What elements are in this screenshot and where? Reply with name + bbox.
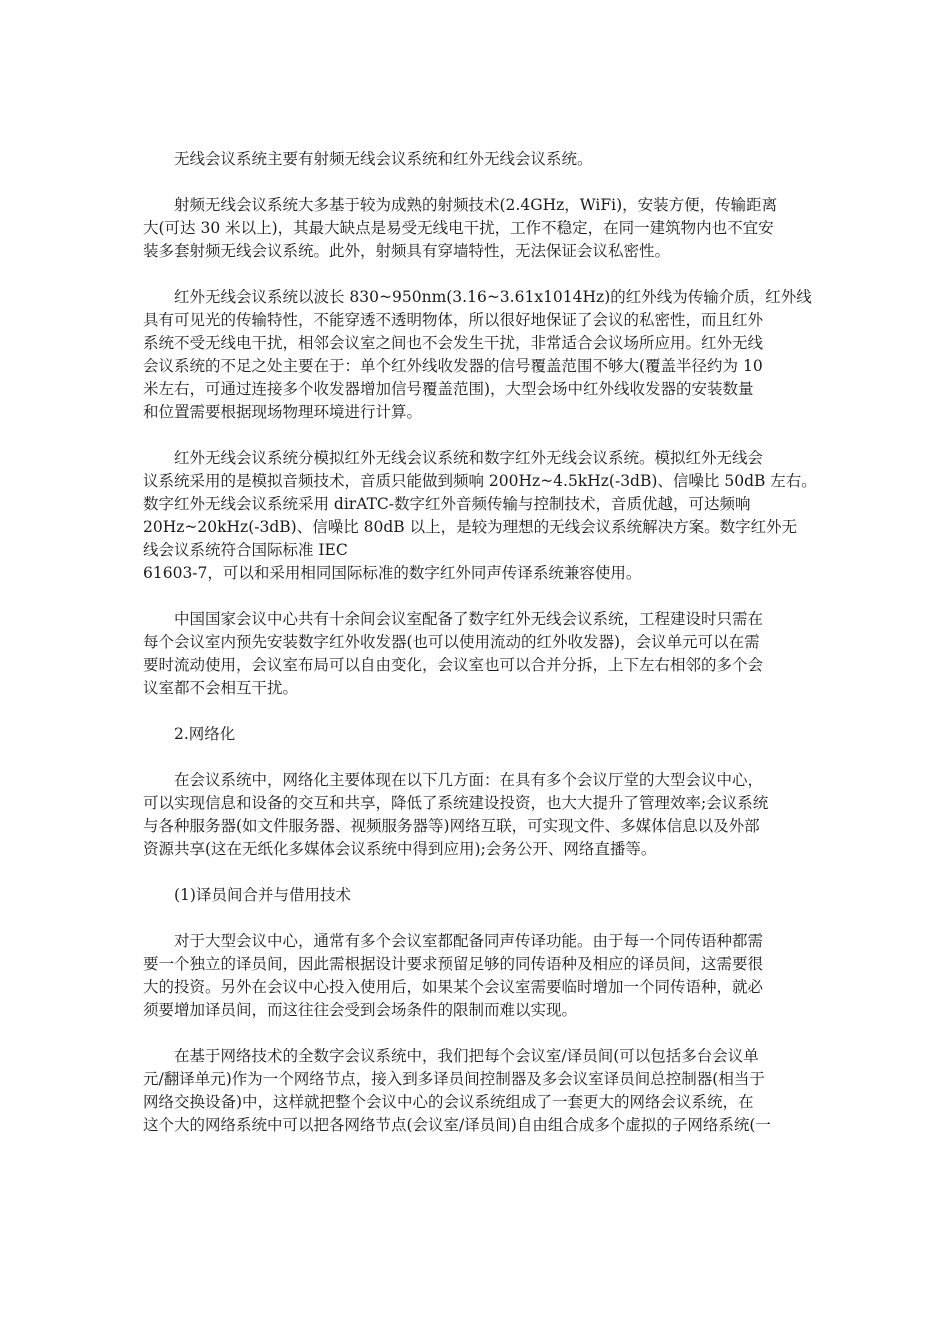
text-line: 红外无线会议系统以波长 830~950nm(3.16~3.61x1014Hz)的红外线为传输介质，红外线 <box>174 288 812 306</box>
text-line: 议系统采用的是模拟音频技术，音质只能做到频响 200Hz~4.5kHz(-3dB)、信噪比 50dB 左右。 <box>143 472 817 490</box>
text-line: 红外无线会议系统分模拟红外无线会议系统和数字红外无线会议系统。模拟红外无线会 <box>174 449 764 467</box>
heading-text: 2.网络化 <box>174 725 236 743</box>
paragraph-intro <box>143 148 823 171</box>
text-line: 这个大的网络系统中可以把各网络节点(会议室/译员间)自由组合成多个虚拟的子网络系统(一 <box>143 1116 771 1134</box>
paragraph-interpreter-booth <box>143 930 823 1022</box>
text-line: 会议系统的不足之处主要在于：单个红外线收发器的信号覆盖范围不够大(覆盖半径约为 10 <box>143 357 763 375</box>
text-line: 要一个独立的译员间，因此需根据设计要求预留足够的同传语种及相应的译员间，这需要很 <box>143 955 764 973</box>
text-line: 须要增加译员间，而这往往会受到会场条件的限制而难以实现。 <box>143 1001 578 1019</box>
paragraph-analog-digital-infrared <box>143 447 823 585</box>
text-line: 20Hz~20kHz(-3dB)、信噪比 80dB 以上，是较为理想的无线会议系统解决方案。数字红外无 <box>143 518 798 536</box>
text-line: 米左右，可通过连接多个收发器增加信号覆盖范围)，大型会场中红外线收发器的安装数量 <box>143 380 754 398</box>
text-line: 元/翻译单元)作为一个网络节点，接入到多译员间控制器及多会议室译员间总控制器(相当于 <box>143 1070 765 1088</box>
text-line: 大(可达 30 米以上)，其最大缺点是易受无线电干扰，工作不稳定，在同一建筑物内也不宜安 <box>143 219 774 237</box>
text-line: 对于大型会议中心，通常有多个会议室都配备同声传译功能。由于每一个同传语种都需 <box>174 932 764 950</box>
text-line: 中国国家会议中心共有十余间会议室配备了数字红外无线会议系统，工程建设时只需在 <box>174 610 764 628</box>
text-line: 议室都不会相互干扰。 <box>143 679 299 697</box>
subheading-interpreter-booth <box>143 884 823 907</box>
text-line: 网络交换设备)中，这样就把整个会议中心的会议系统组成了一套更大的网络会议系统，在 <box>143 1093 754 1111</box>
text-line: 数字红外无线会议系统采用 dirATC-数字红外音频传输与控制技术，音质优越，可达频响 <box>143 495 751 513</box>
text-line: 大的投资。另外在会议中心投入使用后，如果某个会议室需要临时增加一个同传语种，就必 <box>143 978 764 996</box>
text-line: 每个会议室内预先安装数字红外收发器(也可以使用流动的红外收发器)，会议单元可以在需 <box>143 633 760 651</box>
heading-text: (1)译员间合并与借用技术 <box>174 886 351 904</box>
text-line: 在会议系统中，网络化主要体现在以下几方面：在具有多个会议厅堂的大型会议中心， <box>174 771 764 789</box>
text-line: 线会议系统符合国际标准 IEC <box>143 541 348 559</box>
text-line: 资源共享(这在无纸化多媒体会议系统中得到应用);会务公开、网络直播等。 <box>143 840 657 858</box>
text-line: 系统不受无线电干扰，相邻会议室之间也不会发生干扰，非常适合会议场所应用。红外无线 <box>143 334 764 352</box>
text-line: 射频无线会议系统大多基于较为成熟的射频技术(2.4GHz，WiFi)，安装方便，传输距离 <box>174 196 778 214</box>
paragraph-rf-wireless <box>143 194 823 263</box>
paragraph-national-convention-center <box>143 608 823 700</box>
paragraph-digital-network <box>143 1045 823 1137</box>
text-line: 61603-7，可以和采用相同国际标准的数字红外同声传译系统兼容使用。 <box>143 564 642 582</box>
text-line: 要时流动使用，会议室布局可以自由变化，会议室也可以合并分拆，上下左右相邻的多个会 <box>143 656 764 674</box>
paragraph-networking <box>143 769 823 861</box>
text-line: 具有可见光的传输特性，不能穿透不透明物体，所以很好地保证了会议的私密性，而且红外 <box>143 311 764 329</box>
text-line: 可以实现信息和设备的交互和共享，降低了系统建设投资，也大大提升了管理效率;会议系统 <box>143 794 769 812</box>
text-line: 和位置需要根据现场物理环境进行计算。 <box>143 403 423 421</box>
text-line: 在基于网络技术的全数字会议系统中，我们把每个会议室/译员间(可以包括多台会议单 <box>174 1047 759 1065</box>
text-line: 装多套射频无线会议系统。此外，射频具有穿墙特性，无法保证会议私密性。 <box>143 242 671 260</box>
text-line: 无线会议系统主要有射频无线会议系统和红外无线会议系统。 <box>174 150 593 168</box>
document-body <box>143 148 823 1160</box>
text-line: 与各种服务器(如文件服务器、视频服务器等)网络互联，可实现文件、多媒体信息以及外部 <box>143 817 760 835</box>
section-heading-networking <box>143 723 823 746</box>
paragraph-infrared-wireless <box>143 286 823 424</box>
